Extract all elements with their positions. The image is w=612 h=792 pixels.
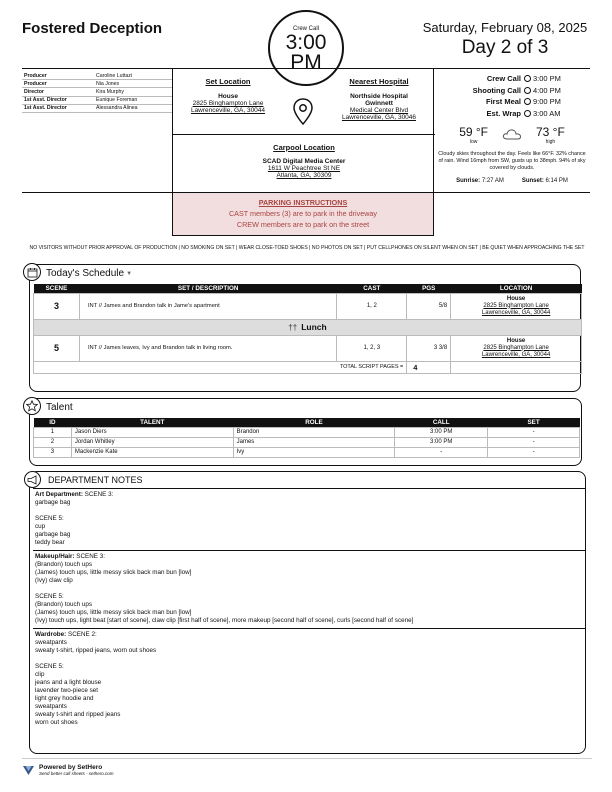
talent-col-header: ROLE (233, 418, 395, 427)
call-times (434, 73, 590, 119)
date-block (420, 20, 590, 59)
talent-row (34, 437, 580, 447)
department-label: Makeup/Hair: (35, 553, 75, 560)
set-location (173, 77, 283, 114)
total-pages-row (34, 361, 582, 373)
scene-location-line2: Lawrenceville, GA, 30044 (481, 309, 551, 316)
talent-col-header: TALENT (71, 418, 233, 427)
star-icon (23, 397, 41, 415)
hospital-title: Nearest Hospital (349, 77, 409, 86)
call-time: 3:00 PM (533, 74, 561, 84)
crew-call-time: 3:00 PM (285, 31, 327, 74)
chevron-down-icon: ▼ (126, 270, 133, 277)
set-location-title: Set Location (205, 77, 251, 86)
set-location-name: House (218, 93, 238, 100)
clock-icon (524, 75, 531, 82)
sunrise: Sunrise: 7:27 AM (456, 178, 504, 184)
call-label: Est. Wrap (486, 108, 521, 118)
crew-name: Caroline Luttazi (94, 72, 172, 80)
call-value (524, 86, 561, 95)
shoot-date: Saturday, February 08, 2025 (422, 20, 588, 35)
map-pin-icon (291, 97, 315, 127)
schedule-row (34, 293, 582, 319)
scene-location[interactable] (451, 335, 582, 361)
footer-link[interactable]: Send better call sheets - sethero.com (39, 771, 114, 776)
talent-id: 3 (34, 447, 72, 457)
talent-id: 1 (34, 427, 72, 437)
hospital-name-1: Northside Hospital (350, 93, 408, 100)
calls-and-weather (434, 69, 590, 193)
scene-cast: 1, 2 (337, 293, 407, 319)
clock-icon (524, 98, 531, 105)
talent-set: - (488, 447, 580, 457)
megaphone-icon (24, 471, 41, 488)
crew-role: Producer (22, 80, 94, 88)
talent-table (33, 418, 580, 458)
crew-row (22, 80, 172, 88)
parking-instructions (172, 192, 434, 236)
talent-set: - (488, 437, 580, 447)
crew-row (22, 96, 172, 104)
schedule-col-header: CAST (337, 284, 407, 293)
notes-title: DEPARTMENT NOTES (48, 475, 143, 485)
talent-role: Ivy (233, 447, 395, 457)
call-row (434, 96, 590, 108)
carpool-address-link[interactable]: 1611 W Peachtree St NE Atlanta, GA, 30309 (267, 165, 341, 179)
call-row (434, 108, 590, 120)
footer-divider (22, 758, 592, 759)
department-text: SCENE 2: sweatpants sweaty t-shirt, ripped jeans, worn out shoes SCENE 5: clip jeans and a light blouse lavender two-piece set light grey hoodie and sweatpants sweaty t-shirt and ripped jeans worn out shoes (35, 631, 157, 726)
scene-location[interactable] (451, 293, 582, 319)
utensils-icon: †† (288, 323, 298, 332)
scene-pages: 5/8 (407, 293, 451, 319)
call-value (524, 109, 561, 118)
scene-number: 3 (34, 293, 80, 319)
footer (22, 764, 114, 776)
talent-col-header: SET (488, 418, 580, 427)
parking-line-1: CAST members (3) are to park in the driveway (228, 209, 378, 218)
call-time: 4:00 PM (533, 85, 561, 95)
call-label: Shooting Call (472, 85, 521, 95)
talent-set: - (488, 427, 580, 437)
schedule-col-header: SET / DESCRIPTION (79, 284, 336, 293)
weather-forecast: Cloudy skies throughout the day. Feels like 66°F. 32% chance of rain. Wind 16mph from SW, gusts up to 38mph. 94% of sky covered by clouds. (438, 151, 586, 171)
call-value (524, 74, 561, 83)
calendar-icon (23, 263, 41, 281)
set-rules: NO VISITORS WITHOUT PRIOR APPROVAL OF PRODUCTION | NO SMOKING ON SET | WEAR CLOSE-TOED SHOES | NO PHOTOS ON SET | PUT CELLPHONES ON SILENT WHEN ON SET | BE QUIET WHEN APPROACHING THE SET (29, 245, 585, 251)
lunch-label: Lunch (301, 322, 327, 332)
scene-number: 5 (34, 335, 80, 361)
department-text: SCENE 3: (Brandon) touch ups (James) touch ups, little messy slick back man bun [low] (Ivy) claw clip SCENE 5: (Brandon) touch ups (James) touch ups, little messy slick back man bun [low] (Ivy) touch ups, light beat [start of scene], claw clip [first half of scene], more makeup [second half of scene], curls [second half of scene] (35, 553, 414, 624)
carpool-title: Carpool Location (273, 143, 335, 152)
call-label: Crew Call (486, 74, 521, 84)
schedule-table (33, 284, 582, 374)
crew-name: Alessandra Alinea (94, 104, 172, 112)
set-location-address-link[interactable]: 2825 Binghampton Lane Lawrenceville, GA, 30044 (190, 100, 266, 114)
carpool-name: SCAD Digital Media Center (262, 158, 346, 165)
day-of: Day 2 of 3 (461, 37, 549, 58)
crew-role: 1st Asst. Director (22, 104, 94, 112)
schedule-col-header: LOCATION (451, 284, 582, 293)
scene-location-line1: 2825 Binghampton Lane (483, 302, 549, 309)
department-note (33, 628, 586, 730)
location-box (172, 69, 434, 193)
talent-id: 2 (34, 437, 72, 447)
crew-call-label: Crew Call (292, 26, 319, 32)
hospital-address-link[interactable]: Medical Center Blvd Lawrenceville, GA, 30046 (341, 107, 417, 121)
crew-row (22, 72, 172, 80)
crew-name: Nia Jones (94, 80, 172, 88)
info-band (22, 68, 590, 192)
talent-name: Jordan Whitley (71, 437, 233, 447)
schedule-header[interactable] (46, 268, 132, 279)
schedule-title: Today's Schedule (46, 268, 125, 279)
talent-title: Talent (46, 402, 73, 413)
crew-name: Eunique Foreman (94, 96, 172, 104)
talent-section (29, 398, 582, 466)
talent-role: Brandon (233, 427, 395, 437)
nearest-hospital (323, 77, 435, 121)
scene-pages: 3 3/8 (407, 335, 451, 361)
parking-line-2: CREW members are to park on the street (236, 220, 370, 229)
scene-description: INT // James and Brandon talk in Jame's apartment (79, 293, 336, 319)
department-notes (29, 471, 586, 754)
call-label: First Meal (485, 97, 521, 107)
talent-name: Jason Diers (71, 427, 233, 437)
talent-header (46, 402, 73, 413)
talent-col-header: CALL (395, 418, 488, 427)
talent-call: 3:00 PM (395, 437, 488, 447)
production-title: Fostered Deception (22, 20, 163, 37)
talent-call: 3:00 PM (395, 427, 488, 437)
sethero-logo-icon (22, 765, 35, 776)
schedule-row (34, 335, 582, 361)
lunch-break-row (34, 319, 582, 335)
scene-location-line1: 2825 Binghampton Lane (483, 344, 549, 351)
crew-row (22, 88, 172, 96)
crew-role: 1st Asst. Director (22, 96, 94, 104)
schedule-col-header: PGS (407, 284, 451, 293)
talent-name: Mackenzie Kate (71, 447, 233, 457)
call-time: 3:00 AM (533, 108, 561, 118)
scene-cast: 1, 2, 3 (337, 335, 407, 361)
department-label: Art Department: (35, 491, 83, 498)
scene-location-line2: Lawrenceville, GA, 30044 (481, 351, 551, 358)
call-row (434, 73, 590, 85)
call-time: 9:00 PM (533, 97, 561, 107)
temperatures (434, 125, 590, 145)
crew-table (22, 72, 172, 113)
temp-low: 59 °F low (459, 125, 488, 145)
crew-name: Kira Murphy (94, 88, 172, 96)
footer-title: Powered by SetHero (39, 764, 103, 771)
notes-header (48, 475, 143, 485)
total-pages-label: TOTAL SCRIPT PAGES = (34, 361, 407, 373)
total-pages-value: 4 (407, 361, 451, 373)
talent-row (34, 447, 580, 457)
schedule-section (29, 264, 581, 392)
notes-body (33, 488, 586, 730)
crew-row (22, 104, 172, 112)
temp-high: 73 °F high (536, 125, 565, 145)
talent-call: - (395, 447, 488, 457)
sun-times (434, 178, 590, 184)
clock-icon (524, 110, 531, 117)
scene-location-name: House (506, 295, 526, 302)
carpool-location (173, 134, 435, 191)
crew-role: Director (22, 88, 94, 96)
call-row (434, 85, 590, 97)
department-note (33, 488, 586, 550)
department-text: SCENE 3: garbage bag SCENE 5: cup garbage bag teddy bear (35, 491, 114, 546)
department-label: Wardrobe: (35, 631, 67, 638)
talent-row (34, 427, 580, 437)
cloud-icon (502, 128, 522, 140)
department-note (33, 550, 586, 628)
scene-description: INT // James leaves, Ivy and Brandon talk in living room. (79, 335, 336, 361)
sunset: Sunset: 6:14 PM (521, 178, 568, 184)
crew-role: Producer (22, 72, 94, 80)
talent-col-header: ID (34, 418, 72, 427)
call-value (524, 97, 561, 106)
parking-title: PARKING INSTRUCTIONS (258, 198, 348, 207)
schedule-col-header: SCENE (34, 284, 80, 293)
clock-icon (524, 87, 531, 94)
hospital-name-2: Gwinnett (365, 100, 393, 107)
scene-location-name: House (506, 337, 526, 344)
talent-role: James (233, 437, 395, 447)
